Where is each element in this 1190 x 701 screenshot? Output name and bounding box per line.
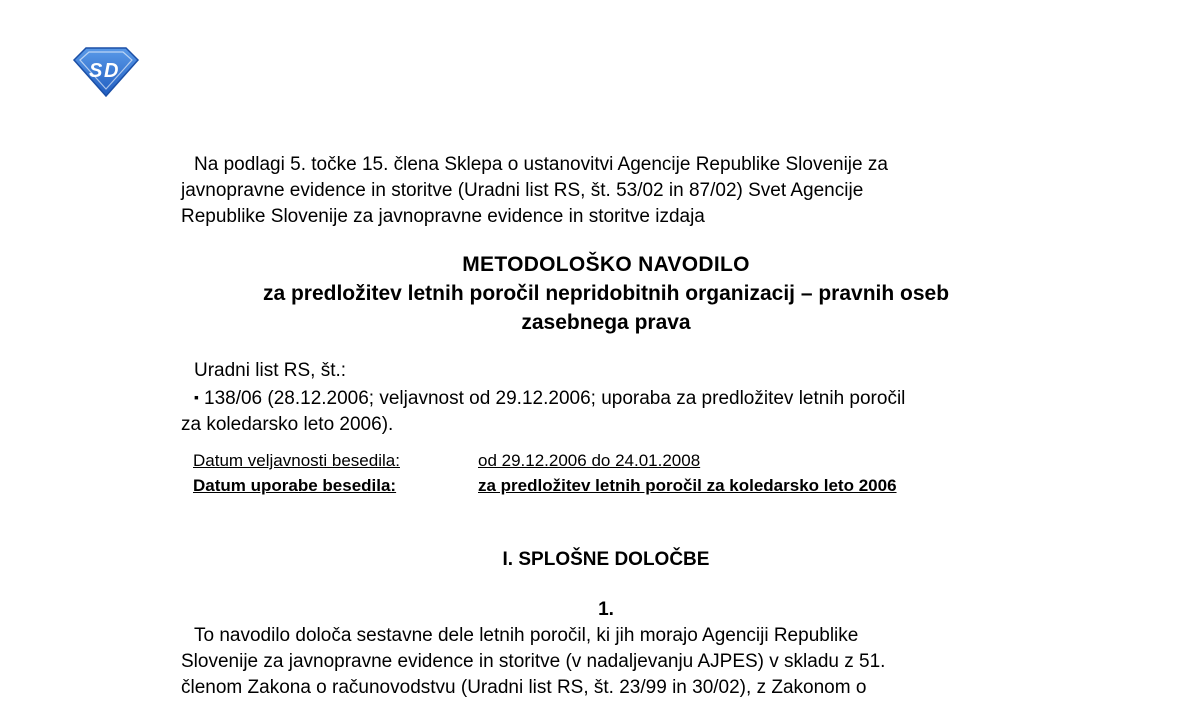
article-line: členom Zakona o računovodstvu (Uradni list RS, št. 23/99 in 30/02), z Zakonom o — [181, 677, 867, 698]
article-line: To navodilo določa sestavne dele letnih poročil, ki jih morajo Agenciji Republike — [194, 625, 859, 646]
gazette-item-text: 138/06 (28.12.2006; veljavnost od 29.12.2006; uporaba za predložitev letnih poročil — [204, 388, 906, 409]
title-sub-line: zasebnega prava — [521, 311, 691, 334]
validity-value: od 29.12.2006 do 24.01.2008 — [478, 451, 701, 470]
document-body — [181, 152, 1031, 701]
article-paragraph — [181, 623, 1031, 701]
intro-line: javnopravne evidence in storitve (Uradni list RS, št. 53/02 in 87/02) Svet Agencije — [181, 180, 864, 201]
bullet-icon: ▪ — [194, 389, 199, 405]
validity-table — [193, 448, 1031, 498]
gazette-item — [181, 384, 1031, 412]
section-heading: I. SPLOŠNE DOLOČBE — [502, 549, 710, 570]
title-sub-line: za predložitev letnih poročil nepridobitnih organizacij – pravnih oseb — [262, 282, 950, 305]
gazette-item-continuation: za koledarsko leto 2006). — [181, 414, 394, 435]
shield-sd-logo-icon — [72, 46, 140, 98]
svg-text:D: D — [104, 60, 119, 82]
usage-label: Datum uporabe besedila: — [193, 476, 397, 495]
article-number: 1. — [598, 599, 614, 620]
title-main: METODOLOŠKO NAVODILO — [462, 253, 750, 276]
gazette-heading: Uradni list RS, št.: — [194, 360, 347, 381]
gazette-reference — [181, 358, 1031, 438]
intro-line: Republike Slovenije za javnopravne evidence in storitve izdaja — [181, 206, 705, 227]
usage-value: za predložitev letnih poročil za koledarsko leto 2006 — [478, 476, 897, 495]
usage-row — [193, 473, 1031, 498]
validity-row — [193, 448, 1031, 473]
intro-line: Na podlagi 5. točke 15. člena Sklepa o ustanovitvi Agencije Republike Slovenije za — [194, 154, 888, 175]
document-title — [181, 250, 1031, 337]
agency-logo — [72, 46, 140, 98]
article-line: Slovenije za javnopravne evidence in storitve (v nadaljevanju AJPES) v skladu z 51. — [181, 651, 886, 672]
validity-label: Datum veljavnosti besedila: — [193, 451, 400, 470]
svg-text:S: S — [89, 60, 103, 82]
intro-paragraph — [181, 152, 1031, 230]
